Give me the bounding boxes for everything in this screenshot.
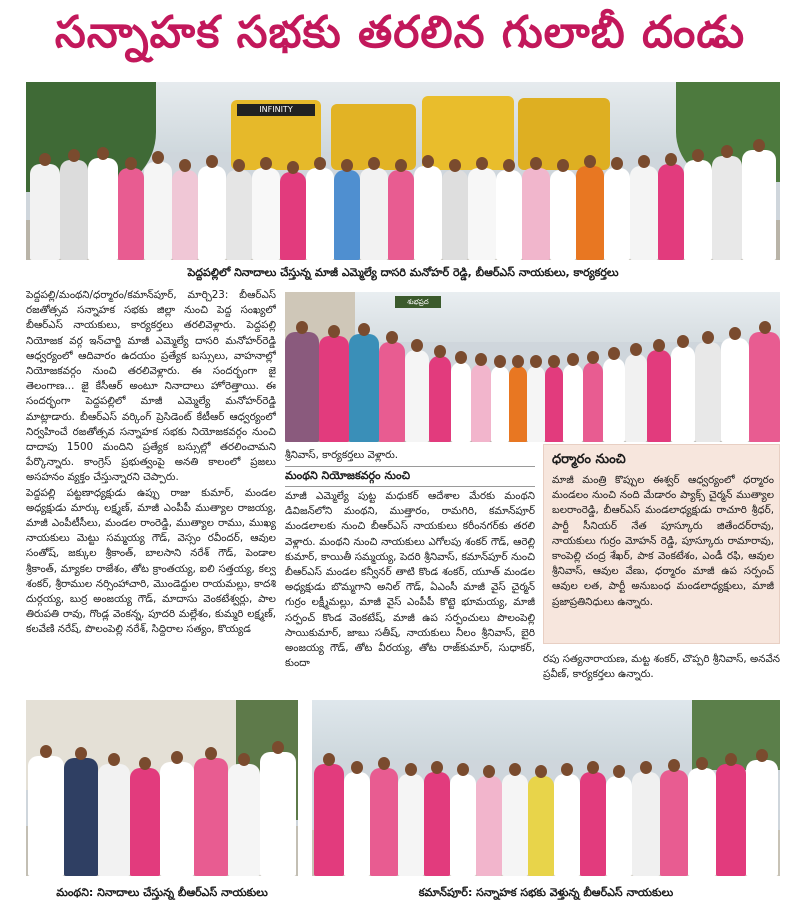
article-paragraph: పెద్దపల్లి/మంథని/ధర్మారం/కమాన్‌పూర్, మార్చి23: బీఆర్ఎస్ రజతోత్సవ సన్నాహక సభకు జిల్లా నుంచి పెద్ద సంఖ్యలో బీఆర్ఎస్ నాయకులు, కార్యకర్తలు తరలివెళ్లారు. పెద్దపల్లి నియోజక వర్గ ఇన్‌చార్జి మాజీ ఎమ్మెల్యే దాసరి మనోహర్‌రెడ్డి ఆధ్వర్యంలో ఆదివారం ఉదయం ప్రత్యేక బస్సులు, వాహనాల్లో నియోజకవర్గం నుంచి తరలివెళ్లారు. ఈ సందర్భంగా జై తెలంగాణ... జై కేసీఆర్ అంటూ నినాదాలు హోరెత్తాయి. ఈ సందర్భంగా పెద్దపల్లిలో మాజీ ఎమ్మెల్యే మనోహర్‌రెడ్డి మాట్లాడారు. బీఆర్ఎస్ వర్కింగ్ ప్రెసిడెంట్ కేటీఆర్ ఆధ్వర్యంలో నిర్వహించే రజతోత్సవ సన్నాహక సభకు నియోజకవర్గం నుంచి దాదాపు 1500 మందిని ప్రత్యేక బస్సుల్లో తరలించామని పేర్కొన్నారు. కాంగ్రెస్ ప్రభుత్వంపై అనతి కాలంలో ప్రజలు అసహనం వ్యక్తం చేస్తున్నారని చెప్పారు. xyxy=(26,289,276,484)
person-head xyxy=(422,155,434,168)
person-head xyxy=(296,321,308,334)
person-head xyxy=(287,161,299,174)
person-figure xyxy=(28,756,64,876)
person-head xyxy=(341,159,353,172)
person-head xyxy=(386,331,398,344)
person-head xyxy=(97,147,109,160)
person-head xyxy=(584,155,596,168)
person-head xyxy=(530,157,542,170)
person-figure xyxy=(712,156,742,260)
bus-sign: INFINITY xyxy=(237,104,315,116)
person-figure xyxy=(606,776,632,876)
person-figure xyxy=(198,166,226,260)
person-figure xyxy=(360,168,388,260)
person-head xyxy=(39,153,51,166)
person-head xyxy=(729,327,741,340)
person-head xyxy=(405,763,417,776)
person-figure xyxy=(314,764,344,876)
person-figure xyxy=(471,364,491,442)
person-head xyxy=(630,343,642,356)
person-head xyxy=(721,145,733,158)
manthani-photo xyxy=(26,700,298,876)
person-figure xyxy=(370,768,398,876)
person-figure xyxy=(509,366,527,442)
person-figure xyxy=(603,358,625,442)
person-head xyxy=(449,159,461,172)
person-figure xyxy=(285,332,319,442)
person-figure xyxy=(647,350,671,442)
person-head xyxy=(125,157,137,170)
person-head xyxy=(494,355,506,368)
page-headline: సన్నాహక సభకు తరలిన గులాబీ దండు xyxy=(54,7,746,58)
person-head xyxy=(665,153,677,166)
person-figure xyxy=(398,774,424,876)
person-head xyxy=(567,353,579,366)
person-head xyxy=(512,355,524,368)
person-figure xyxy=(349,334,379,442)
person-head xyxy=(561,763,573,776)
person-head xyxy=(668,759,680,772)
person-head xyxy=(725,753,737,766)
person-figure xyxy=(554,774,580,876)
person-figure xyxy=(442,170,468,260)
person-head xyxy=(205,747,217,760)
person-figure xyxy=(671,346,695,442)
person-head xyxy=(638,155,650,168)
person-head xyxy=(677,335,689,348)
person-figure xyxy=(476,776,502,876)
person-head xyxy=(457,763,469,776)
person-figure xyxy=(451,362,471,442)
person-head xyxy=(587,351,599,364)
person-head xyxy=(759,321,771,334)
article-column-2: మాజీ ఎమ్మెల్యే పుట్ట మధుకర్ ఆదేశాల మేరకు మంథని డివిజన్‌లోని మంథని, ముత్తారం, రామగిరి, కమాన్‌పూర్ మండలాలకు నుంచి బీఆర్ఎస్ నాయకులు కరీంనగర్‌కు తరలి వెళ్లారు. మంథని నుంచి నాయకులు ఎగోలపు శంకర్ గౌడ్, ఆరెల్లి కుమార్, కాయితీ సమ్మయ్య, పెదరి శ్రీనివాస్, కమాన్‌పూర్ నుంచి బీఆర్ఎస్ మండల కన్వీనర్ తాటి కొండ శంకర్, యూత్ మండల అధ్యక్షుడు బొమ్మగాని అనిల్ గౌడ్, ఏఎంసీ మాజీ వైస్ చైర్మన్ గుర్రం లక్ష్మీమల్లు, మాజీ వైస్ ఎంపీపీ కొట్టె భూమయ్య, మాజీ సర్పంచ్ కొండ వెంకటేష్, మాజీ ఉప సర్పంచులు పొలంపెల్లి సాయికుమార్, జాబు సతీష్, నాయకులు నీలం శ్రీనివాస్, బైరి అంజయ్య గౌడ్, తోట వీరయ్య, తోట రాజ్‌కుమార్, సుధాకర్, కుందా xyxy=(285,490,535,670)
person-figure xyxy=(228,764,260,876)
person-figure xyxy=(252,168,280,260)
person-figure xyxy=(580,772,606,876)
manthani-section-title: మంథని నియోజకవర్గం నుంచి xyxy=(285,469,410,482)
person-figure xyxy=(695,342,721,442)
person-figure xyxy=(450,774,476,876)
person-figure xyxy=(98,764,130,876)
article-column-3-end: రపు సత్యనారాయణ, మట్ట శంకర్, చొప్పరి శ్రీనివాస్, అనవేన ప్రవీణ్, కార్యకర్తలు ఉన్నారు. xyxy=(543,653,780,681)
divider xyxy=(285,486,535,487)
crowd xyxy=(285,316,780,442)
person-head xyxy=(608,347,620,360)
person-head xyxy=(753,139,765,152)
person-figure xyxy=(388,170,414,260)
divider xyxy=(285,466,535,467)
person-figure xyxy=(658,164,684,260)
person-figure xyxy=(684,160,712,260)
middle-rally-photo xyxy=(285,292,780,442)
person-figure xyxy=(721,338,749,442)
person-head xyxy=(139,757,151,770)
person-figure xyxy=(716,764,746,876)
person-figure xyxy=(550,170,576,260)
person-figure xyxy=(527,366,545,442)
crowd xyxy=(26,142,780,260)
person-figure xyxy=(64,758,98,876)
person-figure xyxy=(604,168,630,260)
person-head xyxy=(238,753,250,766)
person-head xyxy=(611,157,623,170)
kamanpur-photo-caption: కమాన్‌పూర్: సన్నాహక సభకు వెళ్తున్న బీఆర్ఎస్ నాయకులు xyxy=(418,886,674,899)
person-head xyxy=(613,765,625,778)
person-head xyxy=(206,155,218,168)
person-figure xyxy=(280,172,306,260)
person-head xyxy=(696,757,708,770)
person-figure xyxy=(30,164,60,260)
person-head xyxy=(368,157,380,170)
article-column-1 xyxy=(26,288,276,686)
person-head xyxy=(314,157,326,170)
person-head xyxy=(411,339,423,352)
person-head xyxy=(358,323,370,336)
person-head xyxy=(509,763,521,776)
person-head xyxy=(395,159,407,172)
person-head xyxy=(75,747,87,760)
person-figure xyxy=(344,772,370,876)
person-head xyxy=(483,765,495,778)
person-figure xyxy=(576,166,604,260)
person-figure xyxy=(334,170,360,260)
person-figure xyxy=(632,772,660,876)
person-figure xyxy=(522,168,550,260)
person-figure xyxy=(625,354,647,442)
person-head xyxy=(535,765,547,778)
person-figure xyxy=(130,768,160,876)
person-head xyxy=(548,355,560,368)
person-figure xyxy=(405,350,429,442)
top-photo-caption: పెద్దపల్లిలో నినాదాలు చేస్తున్న మాజీ ఎమ్మెల్యే దాసరి మనోహర్ రెడ్డి, బీఆర్ఎస్ నాయకులు, కార్యకర్తలు xyxy=(187,266,619,279)
person-figure xyxy=(468,168,496,260)
person-figure xyxy=(160,762,194,876)
top-rally-photo xyxy=(26,82,780,260)
person-head xyxy=(272,741,284,754)
crowd xyxy=(26,720,298,876)
person-figure xyxy=(660,770,688,876)
person-figure xyxy=(144,162,172,260)
person-head xyxy=(640,761,652,774)
crowd xyxy=(312,728,780,876)
person-head xyxy=(260,157,272,170)
kamanpur-photo xyxy=(312,700,780,876)
person-head xyxy=(587,761,599,774)
article-column-2-lead: శ్రీనివాస్, కార్యకర్తలు వెళ్లారు. xyxy=(285,449,399,461)
person-figure xyxy=(749,332,780,442)
person-head xyxy=(179,159,191,172)
person-head xyxy=(455,351,467,364)
person-figure xyxy=(414,166,442,260)
person-figure xyxy=(194,758,228,876)
person-figure xyxy=(118,168,144,260)
person-head xyxy=(152,151,164,164)
person-figure xyxy=(226,170,252,260)
person-figure xyxy=(60,160,88,260)
person-figure xyxy=(583,362,603,442)
person-figure xyxy=(172,170,198,260)
person-head xyxy=(756,749,768,762)
person-head xyxy=(530,355,542,368)
person-figure xyxy=(319,336,349,442)
person-figure xyxy=(306,168,334,260)
person-figure xyxy=(630,166,658,260)
person-head xyxy=(434,345,446,358)
person-head xyxy=(108,753,120,766)
dharmaram-box-text: మాజీ మంత్రి కొప్పుల ఈశ్వర్ ఆధ్వర్యంలో ధర్మారం మండలం నుంచి నంది మేడారం ప్యాక్స్ చైర్మన్ ముత్యాల బలరాంరెడ్డి, బీఆర్ఎస్ మండలాధ్యక్షుడు రాచూరి శ్రీధర్, పార్టీ సీనియర్ నేత పూస్కూరు జితేందర్‌రావు, నాయకులు గుర్రం మోహన్ రెడ్డి, పూస్కూరు రామారావు, కాంపెల్లి చంద్ర శేఖర్, పాక వెంకటేశం, ఎండీ రఫి, ఆవుల శ్రీనివాస్, ఆవుల వేణు, ధర్మారం మాజీ ఉప సర్పంచ్ ఆవుల లత, పార్టీ అనుబంధ మండలాధ్యక్షులు, మాజీ ప్రజాప్రతినిధులు ఉన్నారు. xyxy=(552,474,774,608)
person-figure xyxy=(424,772,450,876)
person-figure xyxy=(746,760,778,876)
person-head xyxy=(503,159,515,172)
person-figure xyxy=(379,342,405,442)
person-figure xyxy=(491,366,509,442)
banner-sign: శుభప్రద xyxy=(395,296,441,308)
person-head xyxy=(653,339,665,352)
person-figure xyxy=(563,364,583,442)
manthani-photo-caption: మంథని: నినాదాలు చేస్తున్న బీఆర్ఎస్ నాయకులు xyxy=(56,886,268,899)
person-figure xyxy=(429,356,451,442)
person-figure xyxy=(688,768,716,876)
person-head xyxy=(68,149,80,162)
person-figure xyxy=(88,158,118,260)
person-figure xyxy=(545,366,563,442)
person-figure xyxy=(528,776,554,876)
person-figure xyxy=(502,774,528,876)
person-head xyxy=(431,761,443,774)
person-head xyxy=(233,159,245,172)
article-paragraph: పెద్దపల్లి పట్టణాధ్యక్షుడు ఉప్పు రాజు కుమార్, మండల అధ్యక్షుడు మార్కు లక్ష్మణ్, మాజీ ఎంపీపీ ముత్యాల రాజయ్య, మాజీ ఎంపీటీసీలు, మండల రాంరెడ్డి, ముత్యాల రాము, ముఖ్య నాయకులు మెట్టు సమ్మయ్య గౌడ్, వెస్సం రవీందర్, ఆవుల సంతోష్, జక్కుల శ్రీకాంత్, బాలసాని నరేశ్ గౌడ్, పెండాల శ్రీకాంత్, మ్యాకల రాజేశం, తోట క్రాంతయ్య, ఐలి సత్తయ్య, కల్వ శంకర్, శ్రీరాముల నర్సింహాచారి, మొండెద్దుల రాయమల్లు, కాదశి దుర్గయ్య, బుర్ర అంజయ్య గౌడ్, మాదాసు వెంకటేశ్వర్లు, పాల తిరుపతి రావు, గొండ్ల వెంకన్న, పూదరి మల్లేశం, కుమ్మరి లక్ష్మణ్, కలవేణి నరేష్, పొలంపెల్లి నరేశ్, సిద్దిరాల సత్యం, కొయ్యడ xyxy=(26,486,276,636)
person-figure xyxy=(496,170,522,260)
person-head xyxy=(476,157,488,170)
person-head xyxy=(323,753,335,766)
dharmaram-box-title: ధర్మారం నుంచి xyxy=(552,452,626,467)
person-head xyxy=(557,159,569,172)
person-head xyxy=(702,331,714,344)
person-head xyxy=(475,353,487,366)
person-head xyxy=(378,757,390,770)
person-head xyxy=(692,149,704,162)
person-head xyxy=(328,325,340,338)
person-head xyxy=(351,761,363,774)
person-figure xyxy=(742,150,776,260)
person-figure xyxy=(260,752,296,876)
person-head xyxy=(171,751,183,764)
person-head xyxy=(40,745,52,758)
